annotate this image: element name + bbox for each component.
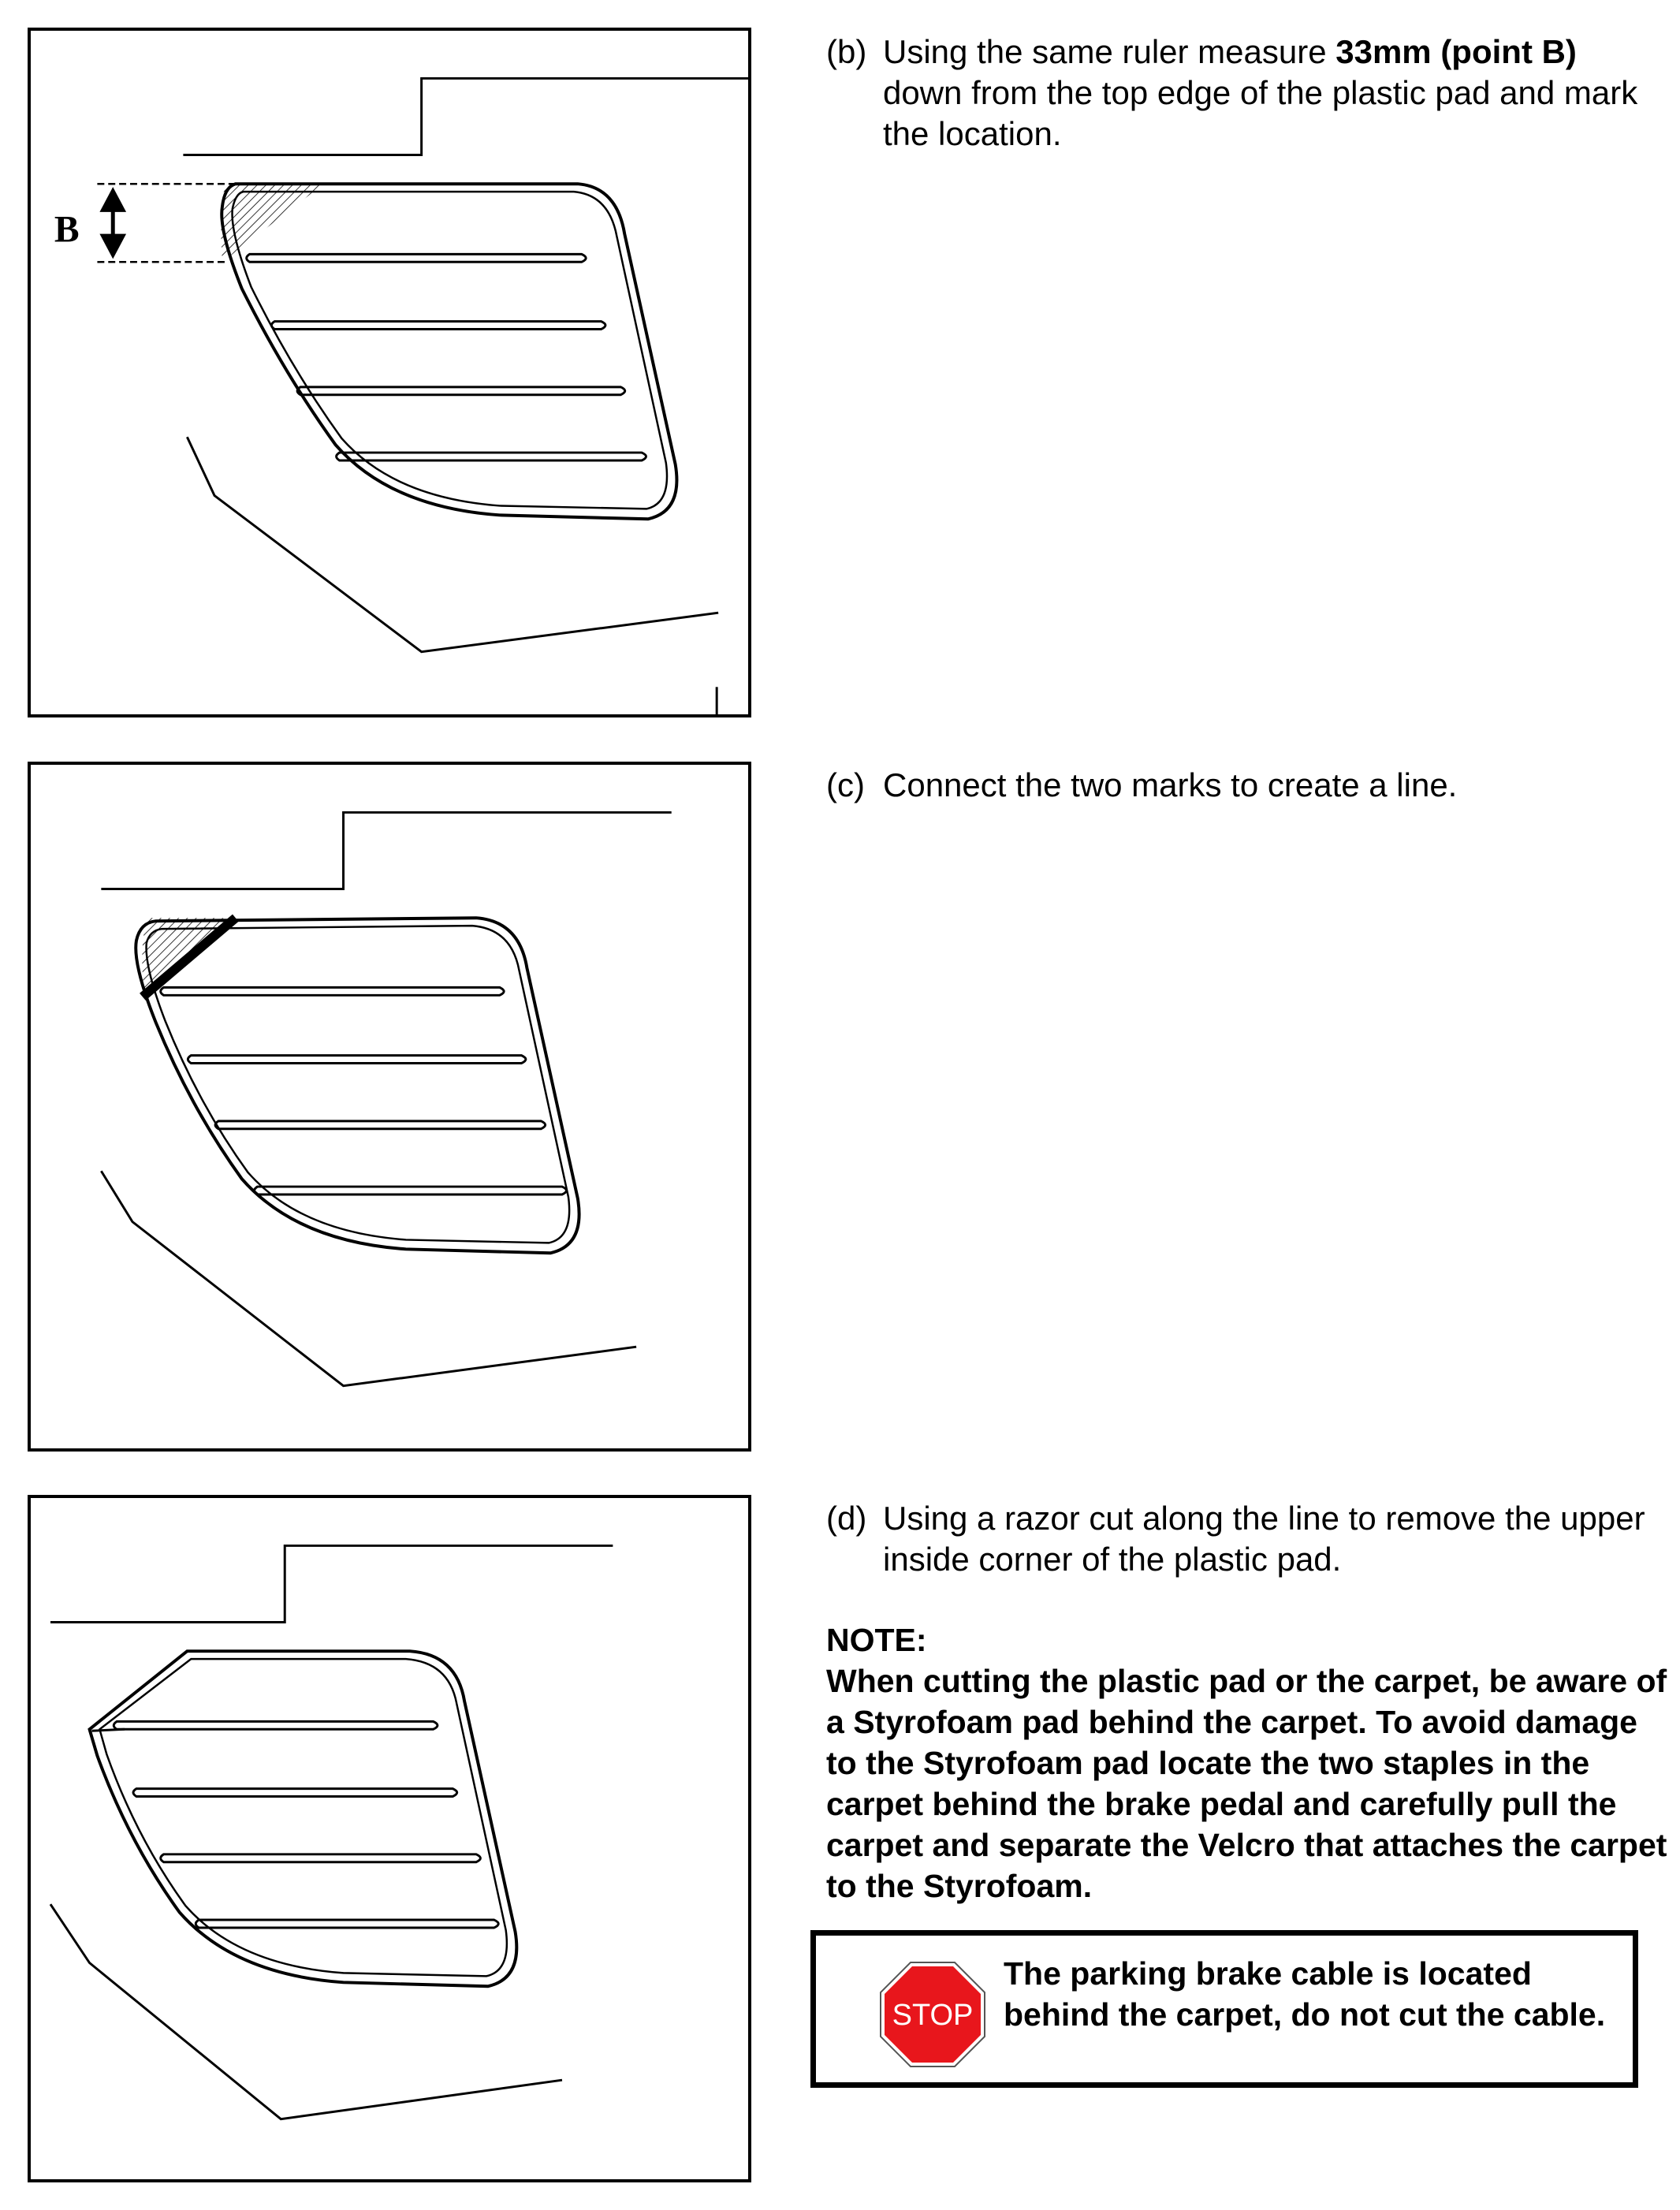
- step-b-instruction: (b) Using the same ruler measure 33mm (point B) down from the top edge of the plastic pad and mark the location.: [826, 33, 1638, 152]
- note-heading: NOTE:: [826, 1622, 927, 1658]
- warning-text: The parking brake cable is located behind the carpet, do not cut the cable.: [1004, 1955, 1606, 2033]
- step-label: (c): [826, 766, 865, 803]
- firewall-edge-line: [50, 1545, 613, 1622]
- floor-pad-illustration: [31, 31, 748, 714]
- step-label: (b): [826, 33, 867, 70]
- figure-connect-marks: [28, 762, 751, 1452]
- plastic-pad-outline: [136, 918, 579, 1253]
- floor-edge-line: [187, 437, 718, 651]
- step-d-instruction: (d) Using a razor cut along the line to remove the upper inside corner of the plastic pad.: [826, 1500, 1645, 1578]
- point-b-label: B: [54, 209, 80, 251]
- trimmed-pad-outline: [90, 1651, 517, 1986]
- svg-text:STOP: STOP: [892, 1999, 974, 2032]
- step-c-instruction: (c) Connect the two marks to create a line.: [826, 765, 1662, 806]
- pad-ribs: [114, 1721, 498, 1928]
- pad-ribs: [161, 987, 567, 1194]
- figure-measure-point-b: [28, 28, 751, 717]
- note-block: [826, 1619, 1670, 1906]
- firewall-edge-line: [101, 812, 671, 889]
- measurement-value: 33mm (point B): [1335, 33, 1577, 70]
- dimension-arrow-icon: [99, 187, 126, 259]
- stop-sign-icon: [879, 1961, 986, 2068]
- step-label: (d): [826, 1500, 867, 1537]
- pad-ribs: [247, 254, 646, 460]
- floor-edge-line: [101, 1171, 636, 1385]
- floor-edge-line: [50, 1904, 562, 2119]
- firewall-edge-line: [183, 78, 748, 155]
- note-body: When cutting the plastic pad or the carpet, be aware of a Styrofoam pad behind the carpet. To avoid damage to the Styrofoam pad locate the two staples in the carpet behind the brake pedal and carefully pull the carpet and separate the Velcro that attaches the carpet to the Styrofoam.: [826, 1663, 1667, 1904]
- warning-box: [810, 1930, 1638, 2088]
- figure-cut-corner: [28, 1495, 751, 2182]
- plastic-pad-outline: [222, 184, 676, 519]
